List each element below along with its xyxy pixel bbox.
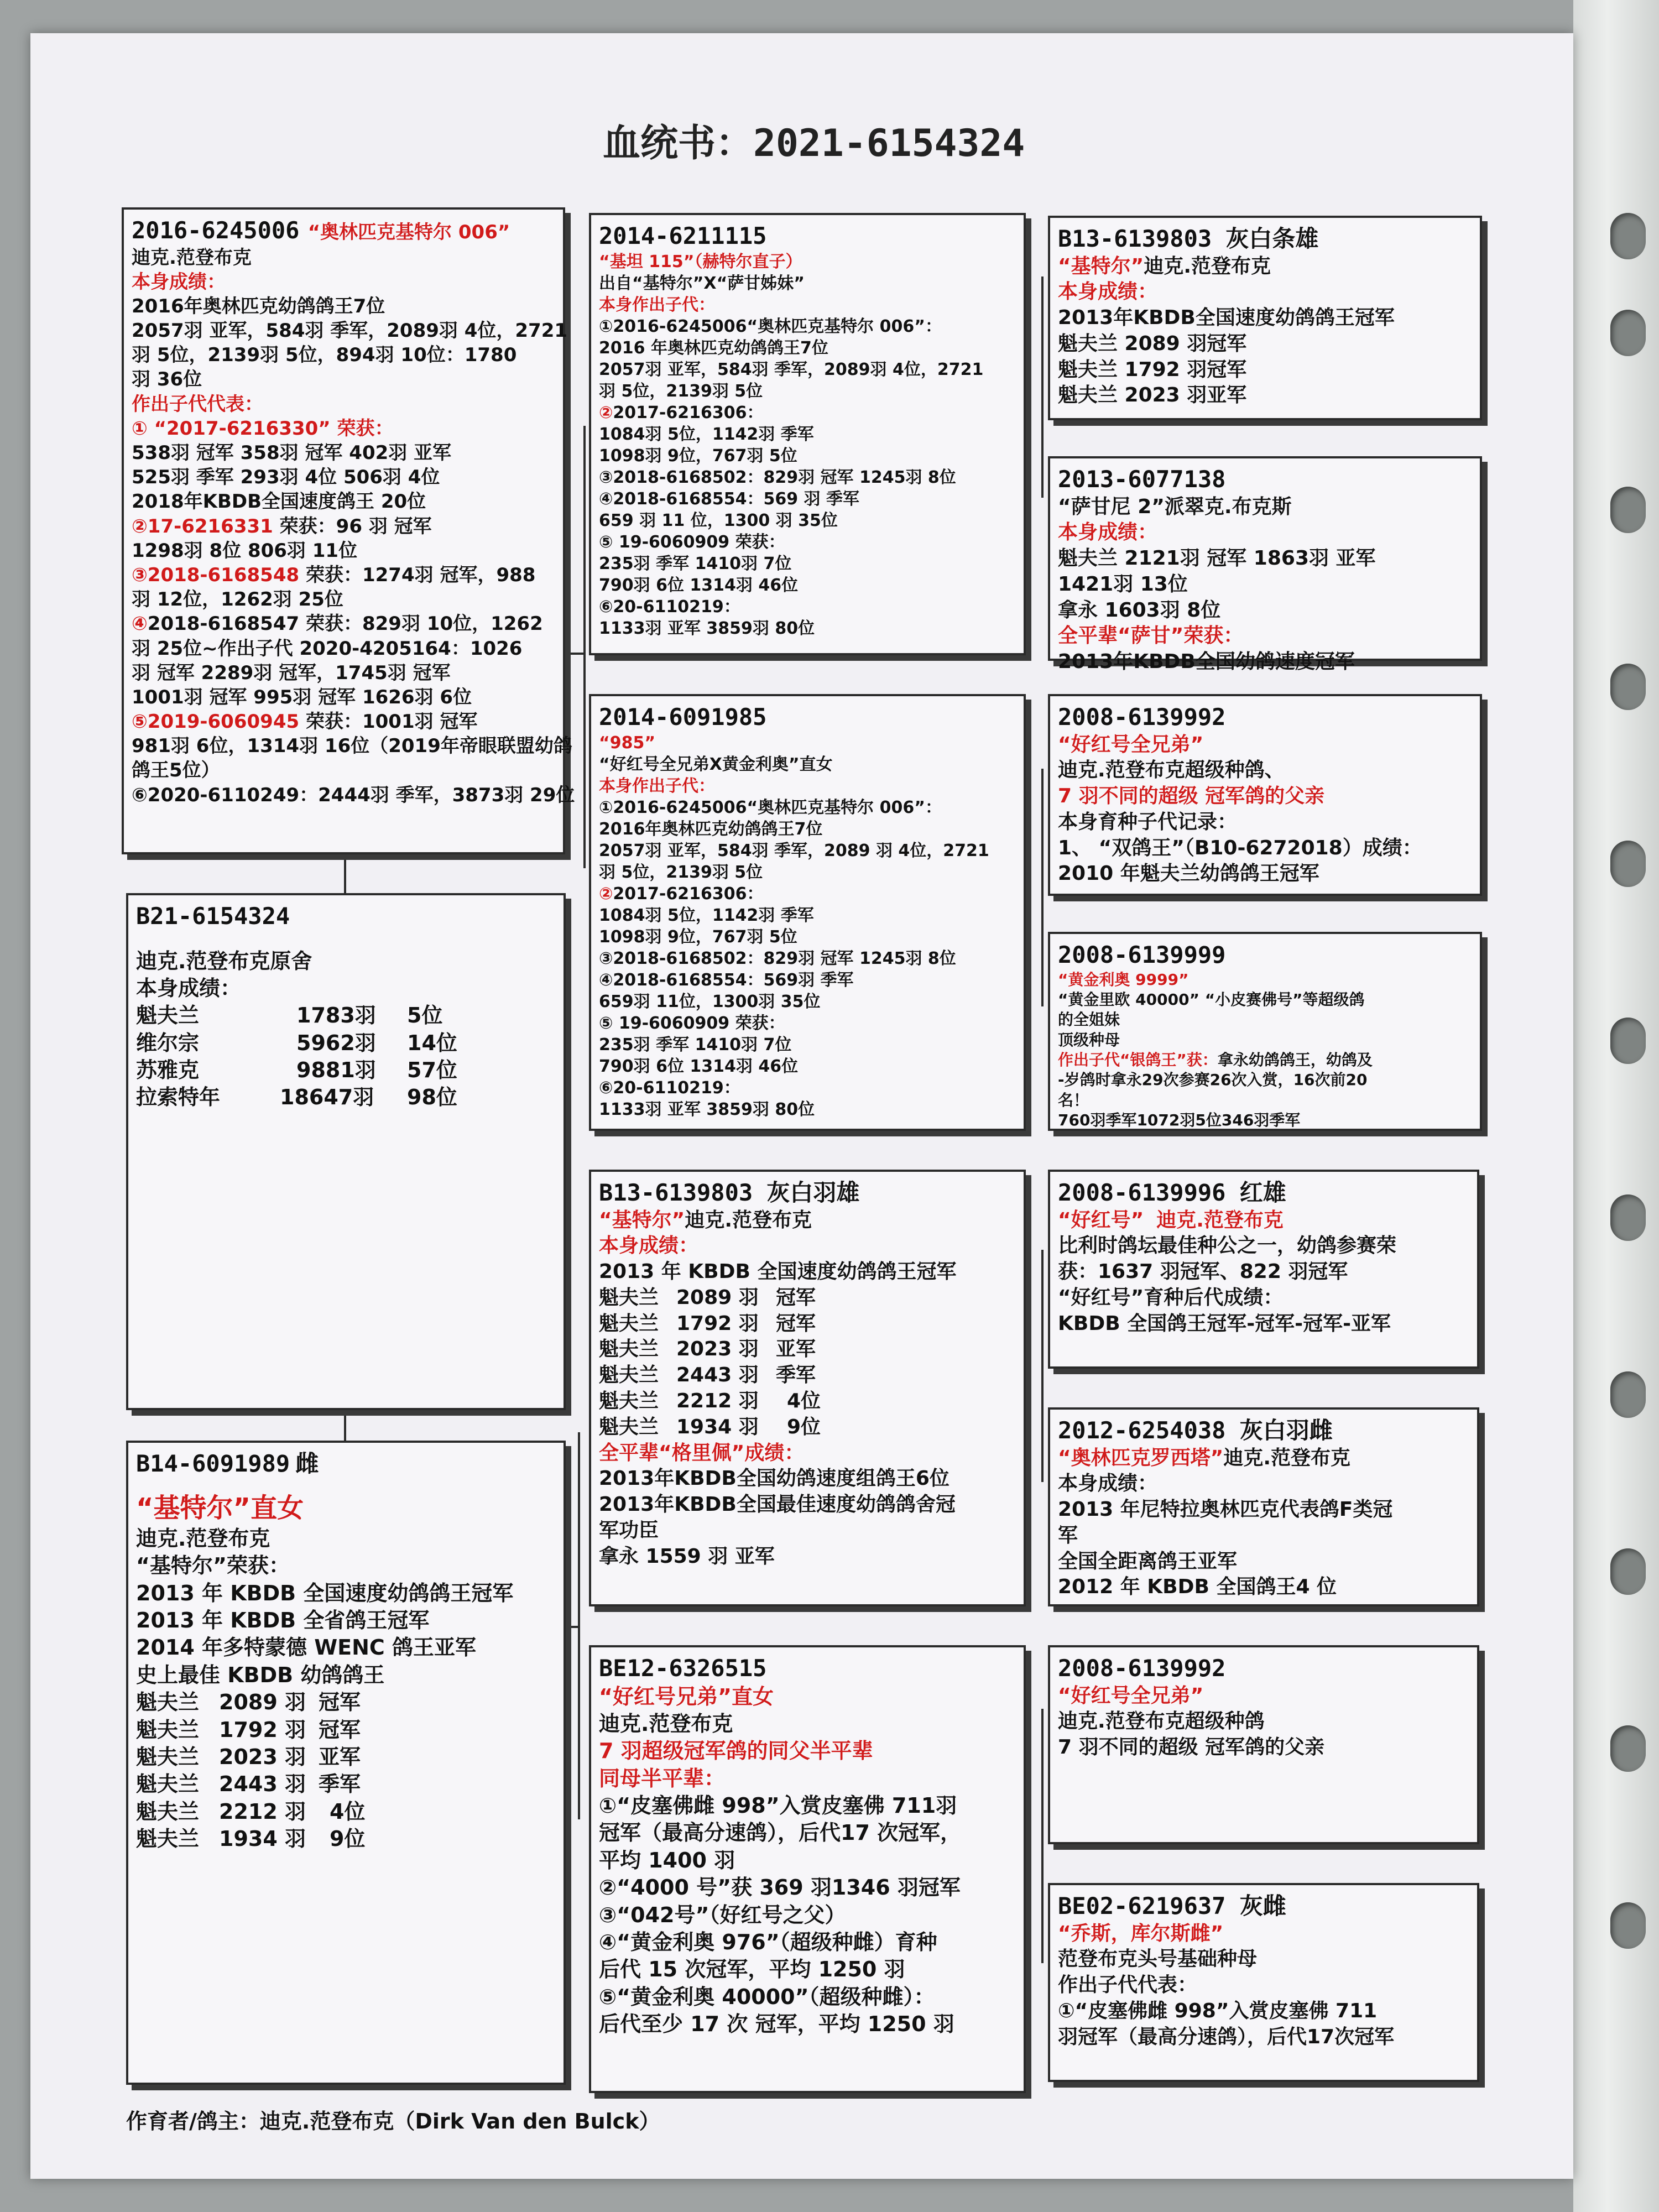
ggp8-name: “乔斯，库尔斯雌” [1058, 1922, 1224, 1945]
great-grandparent-card-4 [1048, 932, 1482, 1131]
gp3-name: “基特尔” [599, 1208, 685, 1232]
sire-line: 2057羽 亚军，584羽 季军，2089羽 4位，2721 [132, 320, 568, 342]
dam-ring-number: B14-6091989 [136, 1450, 290, 1477]
sire-line: 羽 25位~作出子代 2020-4205164：1026 [132, 637, 523, 660]
gp1-line: 1084羽 5位，1142羽 季军 [599, 424, 814, 444]
gp2-line: ⑥20-6110219： [599, 1078, 740, 1098]
gp2-line: 羽 5位，2139羽 5位 [599, 862, 763, 882]
gp4-line: ③“042号”（好红号之父） [599, 1902, 846, 1927]
result-row: 魁夫兰 1934 羽 9位 [599, 1415, 821, 1438]
ggp6-line: 军 [1058, 1524, 1078, 1547]
punch-hole [1610, 1194, 1646, 1241]
gp2-line: 2057羽 亚军，584羽 季军，2089 羽 4位，2721 [599, 841, 989, 860]
gp1-line: ⑤ 19-6060909 荣获： [599, 532, 785, 552]
gp4-line: ①“皮塞佛雌 998”入赏皮塞佛 711羽 [599, 1793, 957, 1818]
dam-line: 史上最佳 KBDB 幼鸽鸽王 [136, 1662, 385, 1687]
sire-ring-number: 2016-6245006 [132, 217, 300, 244]
sire-line: ① “2017-6216330” 荣获： [132, 417, 394, 440]
dam-line: 迪克.范登布克 [136, 1526, 270, 1551]
gp2-name: “985” [599, 733, 656, 753]
gp4-line: ④“黄金利奥 976”（超级种雌）育种 [599, 1930, 937, 1955]
page-title: 血统书：2021-6154324 [603, 122, 1025, 165]
grandparent-card-1 [589, 213, 1026, 655]
connector-line [1041, 1250, 1044, 1482]
gp1-line: 659 羽 11 位，1300 羽 35位 [599, 510, 838, 530]
gp2-line: 235羽 季军 1410羽 7位 [599, 1035, 792, 1055]
sire-line: 2018-6168547 荣获：829羽 10位，1262 [147, 613, 543, 635]
gp1-line: ④2018-6168554：569 羽 季军 [599, 489, 859, 509]
punch-hole [1610, 841, 1646, 887]
ggp8-line: 范登布克头号基础种母 [1058, 1948, 1258, 1971]
ggp4-name: “黄金利奥 9999” [1058, 970, 1189, 989]
ggp5-line: KBDB 全国鸽王冠军-冠军-冠军-亚军 [1058, 1312, 1391, 1335]
gp2-line: 本身作出子代： [599, 776, 715, 796]
sire-line: 525羽 季军 293羽 4位 506羽 4位 [132, 466, 440, 489]
great-grandparent-card-3 [1048, 694, 1482, 896]
gp4-line: 迪克.范登布克 [599, 1711, 733, 1736]
ggp6-breeder: 迪克.范登布克 [1223, 1446, 1351, 1469]
result-row: 魁夫兰 2212 羽 4位 [599, 1390, 821, 1413]
grandparent-card-3 [589, 1170, 1026, 1606]
gp2-line: 1133羽 亚军 3859羽 80位 [599, 1099, 815, 1119]
ggp4-line: 760羽季军1072羽5位346羽季军 [1058, 1111, 1301, 1130]
result-row: 拉索特年 18647羽 98位 [136, 1085, 457, 1110]
gp2-line: ④2018-6168554：569羽 季军 [599, 970, 854, 990]
gp4-line: 平均 1400 羽 [599, 1848, 735, 1872]
ggp2-line: 魁夫兰 2121羽 冠军 1863羽 亚军 [1058, 547, 1376, 570]
ggp2-line: 拿永 1603羽 8位 [1058, 598, 1221, 622]
ggp3-name: “好红号全兄弟” [1058, 733, 1204, 756]
gp2-line: ①2016-6245006“奥林匹克基特尔 006”： [599, 797, 942, 817]
punch-hole [1610, 487, 1646, 533]
sire-line: 荣获：1001羽 冠军 [299, 711, 478, 733]
result-row: 魁夫兰 2023 羽 亚军 [599, 1338, 816, 1361]
punch-hole [1610, 1548, 1646, 1595]
connector-line [565, 1626, 579, 1628]
gp3-line: 2013年KBDB全国最佳速度幼鸽鸽舍冠 [599, 1493, 956, 1516]
punch-hole [1610, 1902, 1646, 1949]
result-row: 魁夫兰 2089 羽 冠军 [599, 1286, 816, 1309]
result-row: 苏雅克 9881羽 57位 [136, 1058, 457, 1083]
ggp4-line: 拿永幼鸽鸽王，幼鸽及 [1217, 1051, 1373, 1070]
ggp3-line: 迪克.范登布克超级种鸽、 [1058, 759, 1285, 782]
gp2-line: ③2018-6168502：829羽 冠军 1245羽 8位 [599, 948, 956, 968]
ggp2-line: 全平辈“萨甘”荣获： [1058, 624, 1244, 648]
ggp1-ring-number: B13-6139803 灰白条雄 [1058, 225, 1319, 252]
gp1-line: 2017-6216306： [613, 403, 764, 422]
ggp3-line: 2010 年魁夫兰幼鸽鸽王冠军 [1058, 862, 1319, 885]
gp1-line: 出自“基特尔”X“萨甘姊妹” [599, 273, 805, 293]
ggp1-line: 魁夫兰 2089 羽冠军 [1058, 332, 1247, 355]
ggp2-line: 2013年KBDB全国幼鸽速度冠军 [1058, 650, 1355, 674]
sire-line: 羽 冠军 2289羽 冠军，1745羽 冠军 [132, 661, 451, 684]
gp2-line: 790羽 6位 1314羽 46位 [599, 1056, 799, 1076]
sire-line: 迪克.范登布克 [132, 246, 252, 269]
grandparent-card-4 [589, 1645, 1026, 2093]
breeder-footer: 作育者/鸽主：迪克.范登布克（Dirk Van den Bulck） [126, 2109, 660, 2133]
ggp8-ring-number: BE02-6219637 灰雌 [1058, 1892, 1286, 1919]
ggp6-line: 2013 年尼特拉奥林匹克代表鸽F类冠 [1058, 1498, 1393, 1521]
gp2-ring-number: 2014-6091985 [599, 703, 767, 731]
gp3-ring-number: B13-6139803 灰白羽雄 [599, 1179, 860, 1206]
punch-hole [1610, 1018, 1646, 1064]
ggp1-line: 本身成绩： [1058, 280, 1158, 304]
gp1-ring-number: 2014-6211115 [599, 222, 767, 249]
ggp3-line: 本身育种子代记录： [1058, 810, 1238, 833]
gp1-line: 1098羽 9位，767羽 5位 [599, 446, 797, 466]
gp2-line: 659羽 11位，1300羽 35位 [599, 992, 821, 1011]
sire-line: 本身成绩： [132, 270, 226, 293]
ggp7-ring-number: 2008-6139992 [1058, 1655, 1226, 1682]
great-grandparent-card-8 [1048, 1883, 1479, 2082]
gp4-name: “好红号兄弟”直女 [599, 1684, 774, 1709]
punch-hole [1610, 664, 1646, 710]
ggp6-line: 2012 年 KBDB 全国鸽王4 位 [1058, 1575, 1337, 1599]
gp3-line: 全平辈“格里佩”成绩： [599, 1441, 805, 1464]
gp4-line: 后代 15 次冠军，平均 1250 羽 [599, 1957, 905, 1982]
result-row: 维尔宗 5962羽 14位 [136, 1030, 457, 1055]
connector-line [344, 854, 346, 893]
gp3-line: 军功臣 [599, 1519, 659, 1542]
sire-line: 2018年KBDB全国速度鸽王 20位 [132, 491, 426, 513]
sire-line: ④ [132, 613, 148, 635]
ggp5-ring-number: 2008-6139996 红雄 [1058, 1179, 1286, 1206]
ggp8-line: 作出子代代表： [1058, 1974, 1198, 1997]
gp2-line: “好红号全兄弟X黄金利奥”直女 [599, 754, 833, 774]
sire-name: “奥林匹克基特尔 006” [307, 221, 510, 243]
gp1-name: “基坦 115”（赫特尔直子） [599, 252, 802, 272]
ggp6-name: “奥林匹克罗西塔” [1058, 1446, 1224, 1469]
gp4-line: 后代至少 17 次 冠军，平均 1250 羽 [599, 2012, 954, 2037]
gp4-line: 7 羽超级冠军鸽的同父半平辈 [599, 1739, 873, 1764]
sire-line: 羽 12位，1262羽 25位 [132, 588, 343, 611]
ggp3-line: 7 羽不同的超级 冠军鸽的父亲 [1058, 785, 1325, 808]
dam-line: 2013 年 KBDB 全国速度幼鸽鸽王冠军 [136, 1580, 514, 1605]
sire-line: 2016年奥林匹克幼鸽鸽王7位 [132, 295, 385, 317]
gp4-ring-number: BE12-6326515 [599, 1655, 767, 1682]
sire-line: 羽 5位，2139羽 5位，894羽 10位：1780 [132, 344, 517, 367]
gp3-line: 本身成绩： [599, 1234, 699, 1258]
ggp2-line: “萨甘尼 2”派翠克.布克斯 [1058, 495, 1292, 518]
ggp3-line: 1、 “双鸽王”（B10-6272018）成绩： [1058, 836, 1422, 859]
subject-ring-number: B21-6154324 [136, 902, 290, 930]
result-row: 魁夫兰 1783羽 5位 [136, 1003, 443, 1028]
gp2-line: 2016年奥林匹克幼鸽鸽王7位 [599, 819, 823, 839]
ggp1-line: 魁夫兰 2023 羽亚军 [1058, 384, 1247, 407]
gp4-line: ⑤“黄金利奥 40000”（超级种雌）： [599, 1984, 935, 2009]
ggp4-line: “黄金里欧 40000” “小皮赛佛号”等超级鸽 [1058, 990, 1365, 1009]
ggp4-line: 名！ [1058, 1091, 1089, 1109]
sire-line: ⑥2020-6110249：2444羽 季军，3873羽 29位 [132, 784, 575, 806]
gp4-line: 冠军（最高分速鸽），后代17 次冠军， [599, 1820, 962, 1845]
sire-line: ②17-6216331 [132, 515, 273, 538]
gp1-line: 本身作出子代： [599, 295, 715, 315]
sire-line: 538羽 冠军 358羽 冠军 402羽 亚军 [132, 442, 452, 464]
result-row: 魁夫兰 2443 羽 季军 [599, 1364, 816, 1387]
ggp2-line: 1421羽 13位 [1058, 572, 1188, 596]
gp1-line: ⑥20-6110219： [599, 597, 740, 617]
ggp5-breeder: 迪克.范登布克 [1156, 1208, 1284, 1232]
ggp2-ring-number: 2013-6077138 [1058, 466, 1226, 493]
sire-line: 作出子代代表： [132, 393, 263, 415]
gp2-line: 1084羽 5位，1142羽 季军 [599, 905, 814, 925]
dam-name: “基特尔”直女 [136, 1492, 304, 1524]
result-row: 魁夫兰 1792 羽 冠军 [136, 1717, 361, 1742]
dam-sex: 雌 [295, 1450, 319, 1477]
gp1-line: 790羽 6位 1314羽 46位 [599, 575, 799, 595]
ggp5-name: “好红号” [1058, 1208, 1144, 1232]
grandparent-card-2 [589, 694, 1026, 1131]
connector-line [565, 653, 585, 655]
punch-hole [1610, 1725, 1646, 1772]
gp1-line: 235羽 季军 1410羽 7位 [599, 554, 792, 573]
ggp7-line: 7 羽不同的超级 冠军鸽的父亲 [1058, 1736, 1325, 1759]
gp1-line: 2057羽 亚军，584羽 季军，2089羽 4位，2721 [599, 359, 984, 379]
gp2-line: ⑤ 19-6060909 荣获： [599, 1013, 785, 1033]
great-grandparent-card-1 [1048, 216, 1482, 420]
sire-line: 鸽王5位） [132, 759, 220, 782]
gp1-line: 2016 年奥林匹克幼鸽鸽王7位 [599, 338, 828, 358]
punch-hole [1610, 310, 1646, 356]
result-row: 魁夫兰 2023 羽 亚军 [136, 1745, 361, 1770]
result-row: 魁夫兰 1934 羽 9位 [136, 1827, 366, 1851]
gp3-line: 2013年KBDB全国幼鸽速度组鸽王6位 [599, 1467, 950, 1490]
dam-line: 2013 年 KBDB 全省鸽王冠军 [136, 1608, 430, 1633]
subject-card [126, 893, 566, 1410]
ggp1-line: 魁夫兰 1792 羽冠军 [1058, 358, 1247, 381]
ggp4-line: -岁鸽时拿永29次参赛26次入赏，16次前20 [1058, 1071, 1368, 1089]
sire-line: 荣获：1274羽 冠军，988 [299, 564, 536, 586]
ggp6-line: 全国全距离鸽王亚军 [1058, 1550, 1238, 1573]
gp1-line: ①2016-6245006“奥林匹克基特尔 006”： [599, 316, 942, 336]
subject-line: 迪克.范登布克原舍 [136, 948, 312, 973]
great-grandparent-card-6 [1048, 1407, 1479, 1606]
sire-line: 羽 36位 [132, 368, 202, 391]
ggp8-line: ①“皮塞佛雌 998”入赏皮塞佛 711 [1058, 1999, 1378, 2022]
connector-line [583, 426, 586, 868]
sire-line: 1298羽 8位 806羽 11位 [132, 539, 358, 562]
ggp7-name: “好红号全兄弟” [1058, 1684, 1204, 1707]
ggp8-line: 羽冠军（最高分速鸽），后代17次冠军 [1058, 2025, 1395, 2048]
ggp4-line: 的全姐妹 [1058, 1010, 1120, 1029]
ggp2-line: 本身成绩： [1058, 521, 1158, 544]
gp2-line: 1098羽 9位，767羽 5位 [599, 927, 797, 947]
punch-hole [1610, 213, 1646, 259]
connector-line [1041, 276, 1044, 498]
gp1-line: ② [599, 403, 613, 422]
result-row: 魁夫兰 1792 羽 冠军 [599, 1312, 816, 1335]
ggp5-line: 比利时鸽坛最佳种公之一，幼鸽参赛荣 [1058, 1234, 1397, 1258]
sire-line: 1001羽 冠军 995羽 冠军 1626羽 6位 [132, 686, 472, 708]
gp3-line: 2013 年 KBDB 全国速度幼鸽鸽王冠军 [599, 1260, 957, 1284]
gp4-line: 同母半平辈： [599, 1766, 726, 1791]
result-row: 魁夫兰 2443 羽 季军 [136, 1772, 361, 1797]
gp1-line: ③2018-6168502：829羽 冠军 1245羽 8位 [599, 467, 956, 487]
connector-line [1041, 1709, 1044, 1963]
ggp4-line: 作出子代“银鸽王”获： [1058, 1051, 1218, 1070]
result-row: 魁夫兰 2212 羽 4位 [136, 1799, 366, 1824]
sire-line: ③2018-6168548 [132, 564, 300, 586]
sire-line: ⑤2019-6060945 [132, 711, 300, 733]
dam-line: “基特尔”荣获： [136, 1553, 290, 1578]
great-grandparent-card-7 [1048, 1645, 1479, 1844]
ggp1-name: “基特尔” [1058, 254, 1144, 278]
dam-line: 2014 年多特蒙德 WENC 鸽王亚军 [136, 1635, 477, 1660]
great-grandparent-card-2 [1048, 456, 1482, 674]
sire-card [122, 207, 575, 854]
gp2-line: 2017-6216306： [613, 884, 764, 904]
dam-card [126, 1441, 566, 2085]
gp3-line: 拿永 1559 羽 亚军 [599, 1545, 775, 1568]
result-row: 魁夫兰 2089 羽 冠军 [136, 1690, 361, 1715]
gp3-breeder: 迪克.范登布克 [685, 1208, 812, 1232]
ggp6-ring-number: 2012-6254038 灰白羽雌 [1058, 1417, 1333, 1444]
ggp1-line: 2013年KBDB全国速度幼鸽鸽王冠军 [1058, 306, 1395, 330]
sire-line: 981羽 6位，1314羽 16位（2019年帝眼联盟幼鸽 [132, 735, 572, 758]
gp2-line: ② [599, 884, 613, 904]
great-grandparent-card-5 [1048, 1170, 1479, 1369]
ggp7-line: 迪克.范登布克超级种鸽 [1058, 1710, 1265, 1733]
ggp5-line: 获：1637 羽冠军、822 羽冠军 [1058, 1260, 1348, 1284]
gp1-line: 1133羽 亚军 3859羽 80位 [599, 618, 815, 638]
subject-line: 本身成绩： [136, 975, 242, 1000]
ggp3-ring-number: 2008-6139992 [1058, 703, 1226, 731]
sire-line: 荣获：96 羽 冠军 [273, 515, 432, 538]
connector-line [344, 1410, 346, 1441]
ggp4-line: 顶级种母 [1058, 1030, 1120, 1049]
ggp5-line: “好红号”育种后代成绩： [1058, 1286, 1284, 1309]
connector-line [1041, 769, 1044, 1006]
gp1-line: 羽 5位，2139羽 5位 [599, 381, 763, 401]
ggp6-line: 本身成绩： [1058, 1472, 1158, 1495]
ggp1-breeder: 迪克.范登布克 [1144, 254, 1271, 278]
gp4-line: ②“4000 号”获 369 羽1346 羽冠军 [599, 1875, 961, 1900]
ggp4-ring-number: 2008-6139999 [1058, 941, 1226, 968]
punch-hole [1610, 1371, 1646, 1418]
